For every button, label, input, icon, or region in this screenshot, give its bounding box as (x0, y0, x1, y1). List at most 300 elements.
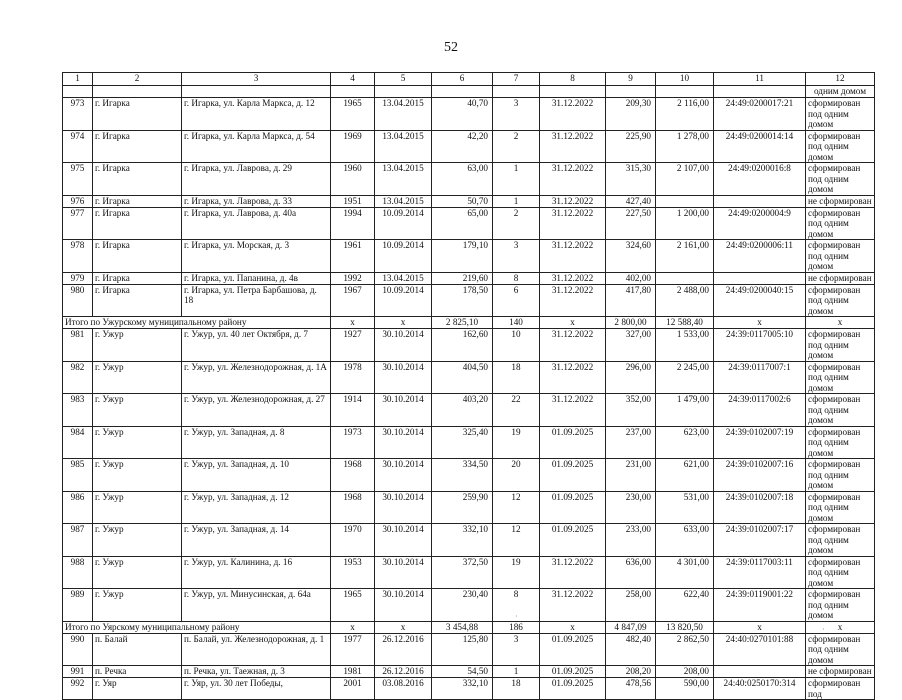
settlement-cell: г. Игарка (93, 207, 182, 240)
housing-table (62, 72, 875, 700)
deadline-cell: 01.09.2025 (540, 459, 606, 492)
status-cell: одним домом (806, 86, 875, 98)
area-cell: 219,60 (432, 272, 493, 284)
address-cell: г. Игарка, ул. Карла Маркса, д. 12 (182, 98, 331, 131)
year-cell: 1973 (331, 426, 375, 459)
status-cell: не сформирован (806, 666, 875, 678)
deadline-cell: 01.09.2025 (540, 491, 606, 524)
cadastre-cell (714, 272, 806, 284)
row-number: 976 (63, 195, 93, 207)
table-row (63, 98, 875, 131)
date-cell: 30.10.2014 (375, 394, 432, 427)
col10-cell: 2 116,00 (656, 98, 714, 131)
row-number: 988 (63, 556, 93, 589)
year-cell: 1914 (331, 394, 375, 427)
area-cell: 178,50 (432, 284, 493, 317)
total-label: Итого по Ужурскому муниципальному району (63, 317, 331, 329)
year-cell: 1965 (331, 98, 375, 131)
area-cell: 54,50 (432, 666, 493, 678)
continuation-row (63, 86, 875, 98)
col9-cell: 417,80 (606, 284, 656, 317)
area-cell: 403,20 (432, 394, 493, 427)
date-cell: 13.04.2015 (375, 130, 432, 163)
table-row (63, 524, 875, 557)
table-row (63, 272, 875, 284)
year-cell: 1965 (331, 589, 375, 622)
col10-cell: 590,00 (656, 678, 714, 700)
status-cell: сформирован под одним домом (806, 394, 875, 427)
col10-cell: 1 533,00 (656, 329, 714, 362)
col9-cell: 327,00 (606, 329, 656, 362)
residents-cell: 12 (493, 491, 540, 524)
table-row (63, 284, 875, 317)
residents-cell: 186 (493, 621, 540, 633)
table-row (63, 666, 875, 678)
col10-cell: 2 488,00 (656, 284, 714, 317)
col9-cell: 230,00 (606, 491, 656, 524)
empty-cell (182, 86, 331, 98)
column-header: 3 (182, 73, 331, 86)
row-number: 980 (63, 284, 93, 317)
cadastre-cell: х (714, 621, 806, 633)
deadline-cell: 01.09.2025 (540, 666, 606, 678)
area-cell: 332,10 (432, 678, 493, 700)
status-cell: сформирован под одним домом (806, 163, 875, 196)
table-row (63, 240, 875, 273)
cadastre-cell: 24:49:0200014:14 (714, 130, 806, 163)
col9-cell: 482,40 (606, 633, 656, 666)
deadline-cell: 31.12.2022 (540, 589, 606, 622)
empty-cell (63, 86, 93, 98)
row-number: 983 (63, 394, 93, 427)
column-header: 2 (93, 73, 182, 86)
area-cell: 162,60 (432, 329, 493, 362)
cadastre-cell: 24:49:0200017:21 (714, 98, 806, 131)
empty-cell (540, 86, 606, 98)
row-number: 984 (63, 426, 93, 459)
col9-cell: 231,00 (606, 459, 656, 492)
residents-cell: 1 (493, 163, 540, 196)
empty-cell (656, 86, 714, 98)
year-cell: х (331, 621, 375, 633)
col9-cell: 2 800,00 (606, 317, 656, 329)
date-cell: 30.10.2014 (375, 426, 432, 459)
cadastre-cell: 24:39:0119001:22 (714, 589, 806, 622)
status-cell: не сформирован (806, 195, 875, 207)
deadline-cell: 01.09.2025 (540, 633, 606, 666)
col9-cell: 296,00 (606, 361, 656, 394)
empty-cell (606, 86, 656, 98)
deadline-cell: 31.12.2022 (540, 240, 606, 273)
status-cell: сформирован под одним домом (806, 426, 875, 459)
empty-cell (375, 86, 432, 98)
cadastre-cell: 24:49:0200006:11 (714, 240, 806, 273)
area-cell: 2 825,10 (432, 317, 493, 329)
col10-cell: 2 862,50 (656, 633, 714, 666)
column-header: 6 (432, 73, 493, 86)
col10-cell: 2 161,00 (656, 240, 714, 273)
deadline-cell: 31.12.2022 (540, 272, 606, 284)
address-cell: г. Игарка, ул. Лаврова, д. 29 (182, 163, 331, 196)
col10-cell: 208,00 (656, 666, 714, 678)
table-row (63, 633, 875, 666)
empty-cell (714, 86, 806, 98)
row-number: 991 (63, 666, 93, 678)
date-cell: 13.04.2015 (375, 98, 432, 131)
column-header: 4 (331, 73, 375, 86)
address-cell: п. Балай, ул. Железнодорожная, д. 1 (182, 633, 331, 666)
row-number: 977 (63, 207, 93, 240)
col9-cell: 208,20 (606, 666, 656, 678)
table-row (63, 361, 875, 394)
address-cell: г. Ужур, ул. Западная, д. 14 (182, 524, 331, 557)
status-cell: сформирован под одним домом (806, 130, 875, 163)
status-cell: сформирован под одним домом (806, 524, 875, 557)
deadline-cell: 31.12.2022 (540, 130, 606, 163)
settlement-cell: г. Ужур (93, 426, 182, 459)
year-cell: 1961 (331, 240, 375, 273)
column-header: 9 (606, 73, 656, 86)
cadastre-cell: 24:49:0200040:15 (714, 284, 806, 317)
area-cell: 179,10 (432, 240, 493, 273)
settlement-cell: п. Речка (93, 666, 182, 678)
col10-cell: 4 301,00 (656, 556, 714, 589)
area-cell: 63,00 (432, 163, 493, 196)
residents-cell: 20 (493, 459, 540, 492)
column-header: 1 (63, 73, 93, 86)
settlement-cell: г. Ужур (93, 589, 182, 622)
row-number: 986 (63, 491, 93, 524)
area-cell: 230,40 (432, 589, 493, 622)
deadline-cell: 31.12.2022 (540, 394, 606, 427)
area-cell: 40,70 (432, 98, 493, 131)
address-cell: г. Ужур, ул. Западная, д. 10 (182, 459, 331, 492)
residents-cell: 18 (493, 361, 540, 394)
date-cell: 30.10.2014 (375, 329, 432, 362)
address-cell: г. Ужур, ул. Западная, д. 12 (182, 491, 331, 524)
address-cell: г. Игарка, ул. Папанина, д. 4в (182, 272, 331, 284)
date-cell: 13.04.2015 (375, 272, 432, 284)
cadastre-cell: 24:39:0117007:1 (714, 361, 806, 394)
area-cell: 404,50 (432, 361, 493, 394)
settlement-cell: г. Ужур (93, 491, 182, 524)
table-row (63, 329, 875, 362)
date-cell: 13.04.2015 (375, 163, 432, 196)
row-number: 982 (63, 361, 93, 394)
row-number: 979 (63, 272, 93, 284)
date-cell: 26.12.2016 (375, 666, 432, 678)
column-header: 7 (493, 73, 540, 86)
deadline-cell: 01.09.2025 (540, 678, 606, 700)
area-cell: 334,50 (432, 459, 493, 492)
cadastre-cell: 24:39:0117003:11 (714, 556, 806, 589)
residents-cell: 22 (493, 394, 540, 427)
header-row (63, 73, 875, 86)
status-cell: сформирован под (806, 678, 875, 700)
address-cell: г. Ужур, ул. Железнодорожная, д. 27 (182, 394, 331, 427)
row-number: 973 (63, 98, 93, 131)
address-cell: г. Игарка, ул. Петра Барбашова, д. 18 (182, 284, 331, 317)
column-header: 11 (714, 73, 806, 86)
col10-cell: 622,40 (656, 589, 714, 622)
col10-cell: 13 820,50 (656, 621, 714, 633)
year-cell: 2001 (331, 678, 375, 700)
empty-cell (432, 86, 493, 98)
settlement-cell: г. Игарка (93, 163, 182, 196)
date-cell: 13.04.2015 (375, 195, 432, 207)
address-cell: г. Ужур, ул. Западная, д. 8 (182, 426, 331, 459)
scan-speck: · (822, 625, 825, 634)
deadline-cell: 31.12.2022 (540, 284, 606, 317)
residents-cell: 1 (493, 195, 540, 207)
date-cell: 10.09.2014 (375, 207, 432, 240)
date-cell: 30.10.2014 (375, 556, 432, 589)
col10-cell: 1 200,00 (656, 207, 714, 240)
residents-cell: 8 (493, 589, 540, 622)
residents-cell: 3 (493, 633, 540, 666)
deadline-cell: х (540, 621, 606, 633)
col9-cell: 352,00 (606, 394, 656, 427)
residents-cell: 3 (493, 240, 540, 273)
total-label: Итого по Уярскому муниципальному району (63, 621, 331, 633)
status-cell: сформирован под одним домом (806, 589, 875, 622)
date-cell: 30.10.2014 (375, 589, 432, 622)
col9-cell: 225,90 (606, 130, 656, 163)
row-number: 990 (63, 633, 93, 666)
date-cell: 30.10.2014 (375, 361, 432, 394)
cadastre-cell: 24:49:0200016:8 (714, 163, 806, 196)
col9-cell: 324,60 (606, 240, 656, 273)
table-row (63, 556, 875, 589)
residents-cell: 8 (493, 272, 540, 284)
year-cell: х (331, 317, 375, 329)
date-cell: 10.09.2014 (375, 284, 432, 317)
cadastre-cell: х (714, 317, 806, 329)
year-cell: 1968 (331, 491, 375, 524)
status-cell: сформирован под одним домом (806, 98, 875, 131)
address-cell: п. Речка, ул. Таежная, д. 3 (182, 666, 331, 678)
deadline-cell: 01.09.2025 (540, 524, 606, 557)
deadline-cell: 31.12.2022 (540, 98, 606, 131)
settlement-cell: г. Игарка (93, 130, 182, 163)
residents-cell: 19 (493, 556, 540, 589)
cadastre-cell (714, 666, 806, 678)
settlement-cell: г. Игарка (93, 195, 182, 207)
address-cell: г. Игарка, ул. Карла Маркса, д. 54 (182, 130, 331, 163)
date-cell: 10.09.2014 (375, 240, 432, 273)
cadastre-cell: 24:49:0200004:9 (714, 207, 806, 240)
row-number: 981 (63, 329, 93, 362)
col10-cell (656, 195, 714, 207)
table-row (63, 491, 875, 524)
col10-cell: 623,00 (656, 426, 714, 459)
address-cell: г. Ужур, ул. 40 лет Октября, д. 7 (182, 329, 331, 362)
column-header: 5 (375, 73, 432, 86)
col9-cell: 227,50 (606, 207, 656, 240)
date-cell: 30.10.2014 (375, 459, 432, 492)
status-cell: сформирован под одним домом (806, 361, 875, 394)
status-cell: х (806, 317, 875, 329)
deadline-cell: 01.09.2025 (540, 426, 606, 459)
date-cell: 03.08.2016 (375, 678, 432, 700)
table-row (63, 394, 875, 427)
residents-cell: 3 (493, 98, 540, 131)
status-cell: сформирован под одним домом (806, 556, 875, 589)
total-row (63, 317, 875, 329)
table-row (63, 589, 875, 622)
row-number: 992 (63, 678, 93, 700)
year-cell: 1970 (331, 524, 375, 557)
year-cell: 1968 (331, 459, 375, 492)
year-cell: 1994 (331, 207, 375, 240)
status-cell: сформирован под одним домом (806, 329, 875, 362)
col10-cell: 621,00 (656, 459, 714, 492)
residents-cell: 19 (493, 426, 540, 459)
date-cell: 30.10.2014 (375, 491, 432, 524)
column-header: 10 (656, 73, 714, 86)
cadastre-cell: 24:39:0102007:17 (714, 524, 806, 557)
settlement-cell: п. Балай (93, 633, 182, 666)
address-cell: г. Уяр, ул. 30 лет Победы, (182, 678, 331, 700)
deadline-cell: х (540, 317, 606, 329)
residents-cell: 1 (493, 666, 540, 678)
area-cell: 50,70 (432, 195, 493, 207)
year-cell: 1992 (331, 272, 375, 284)
status-cell: сформирован под одним домом (806, 633, 875, 666)
residents-cell: 140 (493, 317, 540, 329)
address-cell: г. Ужур, ул. Минусинская, д. 64а (182, 589, 331, 622)
col10-cell: 1 278,00 (656, 130, 714, 163)
table-row (63, 207, 875, 240)
col10-cell: 2 245,00 (656, 361, 714, 394)
area-cell: 372,50 (432, 556, 493, 589)
status-cell: не сформирован (806, 272, 875, 284)
table-row (63, 459, 875, 492)
scan-speck: · (515, 612, 518, 621)
deadline-cell: 31.12.2022 (540, 556, 606, 589)
col9-cell: 315,30 (606, 163, 656, 196)
row-number: 989 (63, 589, 93, 622)
residents-cell: 2 (493, 130, 540, 163)
residents-cell: 6 (493, 284, 540, 317)
year-cell: 1981 (331, 666, 375, 678)
col9-cell: 209,30 (606, 98, 656, 131)
deadline-cell: 31.12.2022 (540, 361, 606, 394)
row-number: 975 (63, 163, 93, 196)
row-number: 974 (63, 130, 93, 163)
total-row (63, 621, 875, 633)
residents-cell: 10 (493, 329, 540, 362)
col9-cell: 402,00 (606, 272, 656, 284)
year-cell: 1951 (331, 195, 375, 207)
address-cell: г. Ужур, ул. Калинина, д. 16 (182, 556, 331, 589)
status-cell: сформирован под одним домом (806, 284, 875, 317)
year-cell: 1927 (331, 329, 375, 362)
year-cell: 1978 (331, 361, 375, 394)
col10-cell: 531,00 (656, 491, 714, 524)
settlement-cell: г. Игарка (93, 272, 182, 284)
table-row (63, 163, 875, 196)
settlement-cell: г. Ужур (93, 556, 182, 589)
empty-cell (331, 86, 375, 98)
table-row (63, 678, 875, 700)
status-cell: х (806, 621, 875, 633)
settlement-cell: г. Ужур (93, 394, 182, 427)
date-cell: х (375, 621, 432, 633)
status-cell: сформирован под одним домом (806, 491, 875, 524)
address-cell: г. Игарка, ул. Лаврова, д. 40а (182, 207, 331, 240)
area-cell: 3 454,88 (432, 621, 493, 633)
settlement-cell: г. Игарка (93, 284, 182, 317)
settlement-cell: г. Ужур (93, 361, 182, 394)
table-row (63, 426, 875, 459)
cadastre-cell (714, 195, 806, 207)
settlement-cell: г. Уяр (93, 678, 182, 700)
row-number: 978 (63, 240, 93, 273)
address-cell: г. Игарка, ул. Лаврова, д. 33 (182, 195, 331, 207)
status-cell: сформирован под одним домом (806, 459, 875, 492)
col10-cell (656, 272, 714, 284)
area-cell: 65,00 (432, 207, 493, 240)
settlement-cell: г. Ужур (93, 524, 182, 557)
cadastre-cell: 24:39:0102007:18 (714, 491, 806, 524)
residents-cell: 2 (493, 207, 540, 240)
status-cell: сформирован под одним домом (806, 207, 875, 240)
settlement-cell: г. Ужур (93, 459, 182, 492)
address-cell: г. Ужур, ул. Железнодорожная, д. 1А (182, 361, 331, 394)
area-cell: 332,10 (432, 524, 493, 557)
col9-cell: 237,00 (606, 426, 656, 459)
col9-cell: 427,40 (606, 195, 656, 207)
row-number: 987 (63, 524, 93, 557)
deadline-cell: 31.12.2022 (540, 163, 606, 196)
col10-cell: 1 479,00 (656, 394, 714, 427)
date-cell: х (375, 317, 432, 329)
date-cell: 26.12.2016 (375, 633, 432, 666)
cadastre-cell: 24:39:0102007:19 (714, 426, 806, 459)
year-cell: 1960 (331, 163, 375, 196)
year-cell: 1969 (331, 130, 375, 163)
cadastre-cell: 24:39:0117002:6 (714, 394, 806, 427)
col9-cell: 4 847,09 (606, 621, 656, 633)
table-row (63, 130, 875, 163)
col9-cell: 478,56 (606, 678, 656, 700)
year-cell: 1977 (331, 633, 375, 666)
col10-cell: 2 107,00 (656, 163, 714, 196)
year-cell: 1953 (331, 556, 375, 589)
settlement-cell: г. Игарка (93, 240, 182, 273)
residents-cell: 18 (493, 678, 540, 700)
date-cell: 30.10.2014 (375, 524, 432, 557)
row-number: 985 (63, 459, 93, 492)
page-number: 52 (444, 40, 458, 55)
deadline-cell: 31.12.2022 (540, 195, 606, 207)
column-header: 12 (806, 73, 875, 86)
deadline-cell: 31.12.2022 (540, 207, 606, 240)
settlement-cell: г. Игарка (93, 98, 182, 131)
table-row (63, 195, 875, 207)
status-cell: сформирован под одним домом (806, 240, 875, 273)
area-cell: 42,20 (432, 130, 493, 163)
cadastre-cell: 24:39:0117005:10 (714, 329, 806, 362)
cadastre-cell: 24:40:0270101:88 (714, 633, 806, 666)
col10-cell: 633,00 (656, 524, 714, 557)
address-cell: г. Игарка, ул. Морская, д. 3 (182, 240, 331, 273)
area-cell: 325,40 (432, 426, 493, 459)
empty-cell (93, 86, 182, 98)
col9-cell: 636,00 (606, 556, 656, 589)
cadastre-cell: 24:40:0250170:314 (714, 678, 806, 700)
